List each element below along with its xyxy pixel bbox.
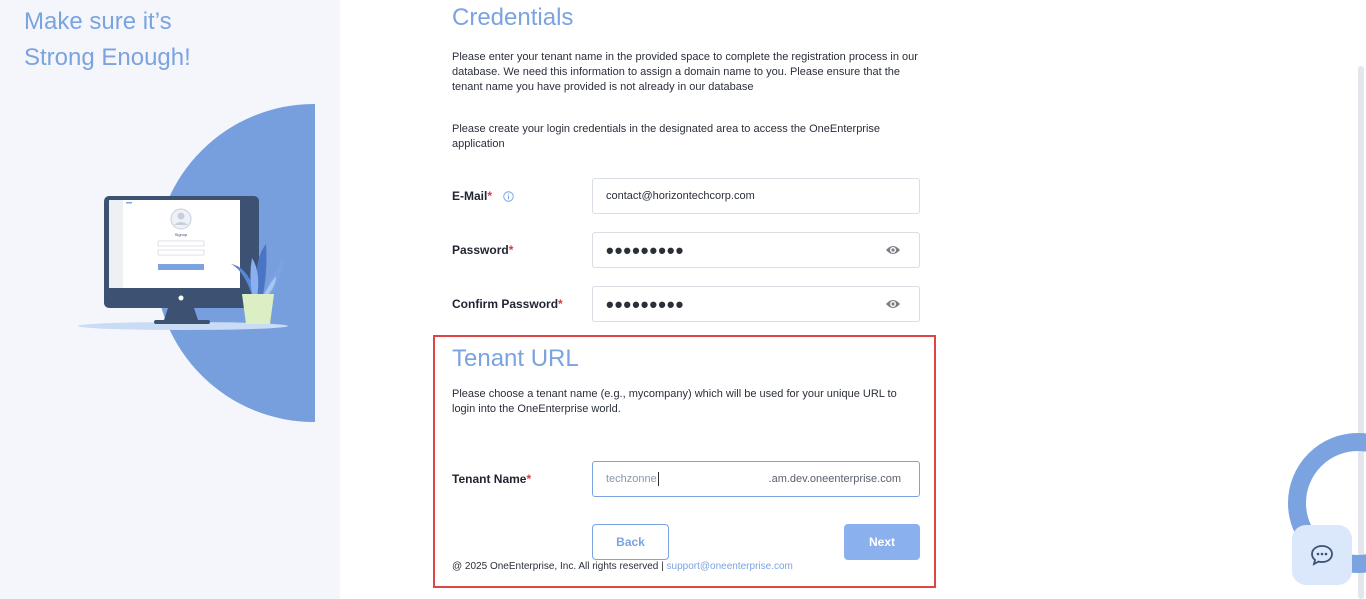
required-mark: * bbox=[526, 472, 532, 486]
eye-icon[interactable] bbox=[885, 297, 901, 311]
text-caret bbox=[658, 472, 659, 486]
back-button[interactable]: Back bbox=[592, 524, 669, 560]
chat-button[interactable] bbox=[1292, 525, 1352, 585]
required-mark: * bbox=[508, 243, 514, 257]
email-label bbox=[452, 189, 514, 203]
left-heading-line1: Make sure it’s bbox=[24, 8, 172, 35]
next-button[interactable]: Next bbox=[844, 524, 920, 560]
left-heading-line2: Strong Enough! bbox=[24, 44, 191, 71]
confirm-password-field[interactable] bbox=[592, 286, 920, 322]
confirm-password-label-text: Confirm Password bbox=[452, 297, 559, 311]
required-mark: * bbox=[487, 189, 493, 203]
left-panel bbox=[0, 0, 340, 599]
credentials-title: Credentials bbox=[452, 4, 574, 31]
footer-copyright: @ 2025 OneEnterprise, Inc. All rights reserved | bbox=[452, 561, 664, 572]
tenant-description: Please choose a tenant name (e.g., mycompany) which will be used for your unique URL to login into the OneEnterprise world. bbox=[452, 388, 897, 415]
confirm-password-label bbox=[452, 297, 563, 311]
credentials-description-1: Please enter your tenant name in the provided space to complete the registration process in our database. We need this information to assign a domain name to you. Please ensure that the tenant name you have provided is not already in our database bbox=[452, 51, 918, 93]
left-heading bbox=[24, 4, 191, 76]
eye-icon[interactable] bbox=[885, 243, 901, 257]
credentials-description-2: Please create your login credentials in the designated area to access the OneEnterprise application bbox=[452, 123, 881, 150]
tenant-domain-suffix: .am.dev.oneenterprise.com bbox=[768, 473, 901, 485]
illustration-screen-title: Signup bbox=[174, 232, 188, 237]
monitor-illustration bbox=[76, 192, 291, 332]
tenant-name-input[interactable] bbox=[592, 461, 920, 497]
tenant-title: Tenant URL bbox=[452, 345, 579, 372]
tenant-name-label bbox=[452, 472, 531, 486]
support-email-link[interactable]: support@oneenterprise.com bbox=[666, 561, 793, 572]
password-label bbox=[452, 243, 513, 257]
password-value: ••••••••• bbox=[606, 238, 685, 263]
footer bbox=[452, 561, 793, 572]
password-field[interactable] bbox=[592, 232, 920, 268]
required-mark: * bbox=[558, 297, 563, 311]
tenant-name-value: techzonne bbox=[606, 473, 657, 485]
email-field[interactable] bbox=[592, 178, 920, 214]
password-label-text: Password bbox=[452, 243, 509, 257]
tenant-name-label-text: Tenant Name bbox=[452, 472, 527, 486]
info-icon[interactable] bbox=[503, 191, 514, 202]
email-value: contact@horizontechcorp.com bbox=[606, 190, 755, 202]
confirm-password-value: ••••••••• bbox=[606, 292, 685, 317]
email-label-text: E-Mail bbox=[452, 189, 488, 203]
chat-icon bbox=[1310, 544, 1334, 566]
